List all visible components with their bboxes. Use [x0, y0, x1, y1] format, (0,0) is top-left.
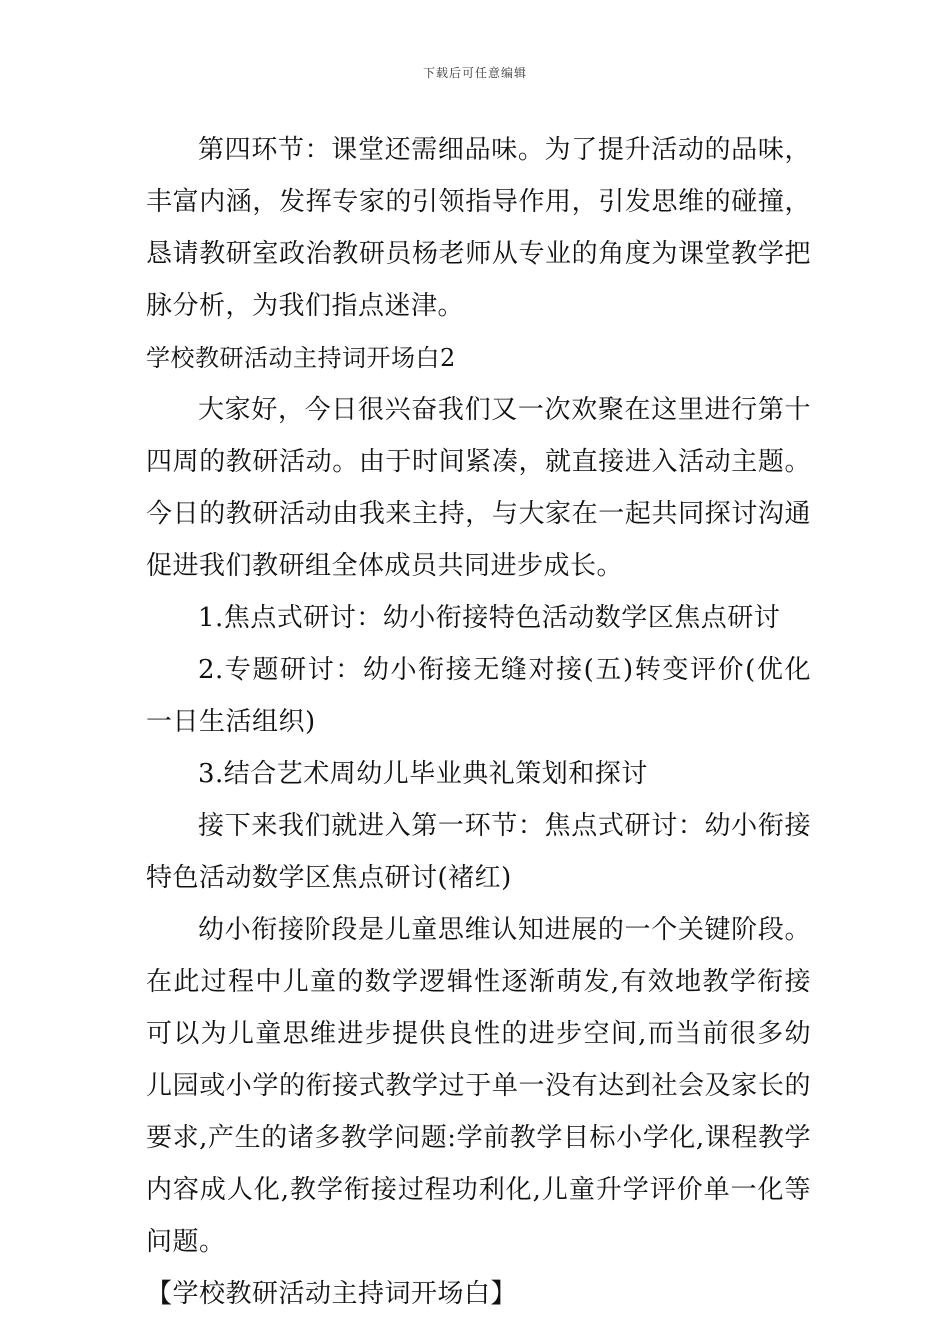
document-body: [146, 124, 811, 1320]
paragraph-fourth-section: 第四环节：课堂还需细品味。为了提升活动的品味，丰富内涵，发挥专家的引领指导作用，引发思维的碰撞，恳请教研室政治教研员杨老师从专业的角度为课堂教学把脉分析，为我们指点迷津。: [146, 135, 811, 321]
document-title-footer: 【学校教研活动主持词开场白】: [146, 1279, 518, 1309]
section-title: 学校教研活动主持词开场白2: [146, 344, 456, 372]
agenda-item-2: 2.专题研讨：幼小衔接无缝对接(五)转变评价(优化一日生活组织): [146, 655, 811, 737]
paragraph-first-section: 接下来我们就进入第一环节：焦点式研讨：幼小衔接特色活动数学区焦点研讨(褚红): [146, 811, 811, 893]
page-header: 下载后可任意编辑: [422, 66, 527, 80]
paragraph-opening: 大家好，今日很兴奋我们又一次欢聚在这里进行第十四周的教研活动。由于时间紧凑，就直接进入活动主题。今日的教研活动由我来主持，与大家在一起共同探讨沟通促进我们教研组全体成员共同进步成长。: [146, 395, 811, 581]
agenda-item-1: 1.焦点式研讨：幼小衔接特色活动数学区焦点研讨: [198, 603, 781, 633]
agenda-item-3: 3.结合艺术周幼儿毕业典礼策划和探讨: [198, 759, 648, 789]
paragraph-transition-stage: 幼小衔接阶段是儿童思维认知进展的一个关键阶段。在此过程中儿童的数学逻辑性逐渐萌发,有效地教学衔接可以为儿童思维进步提供良性的进步空间,而当前很多幼儿园或小学的衔接式教学过于单一没有达到社会及家长的要求,产生的诸多教学问题:学前教学目标小学化,课程教学内容成人化,教学衔接过程功利化,儿童升学评价单一化等问题。: [146, 915, 811, 1257]
